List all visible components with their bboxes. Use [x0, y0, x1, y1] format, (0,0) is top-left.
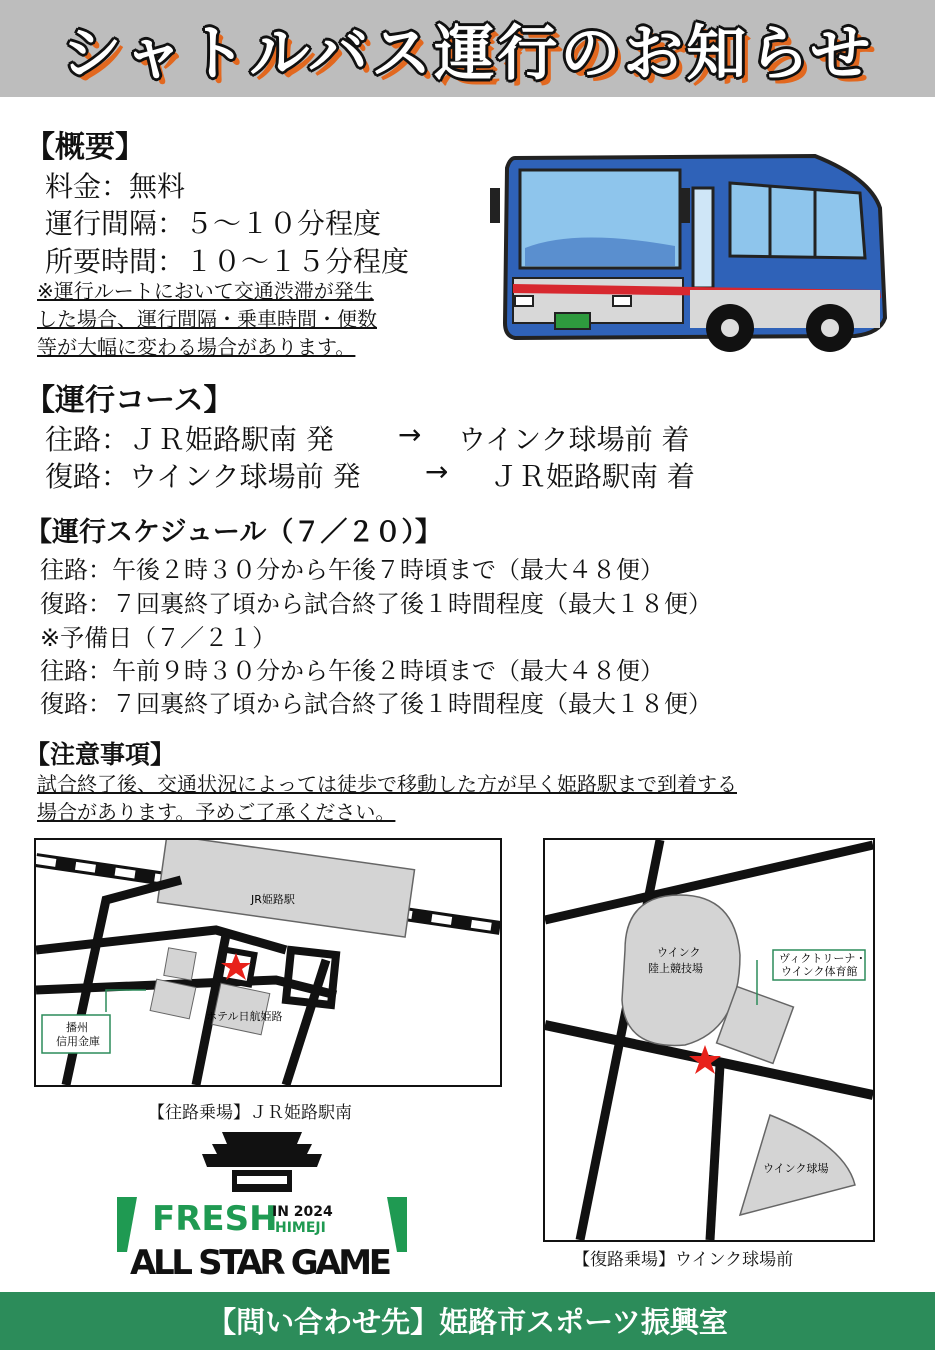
- caution-note: [37, 770, 737, 826]
- schedule-line: 復路：７回裏終了頃から試合終了後１時間程度（最大１８便）: [40, 690, 712, 718]
- course-heading: 【運行コース】: [25, 383, 234, 418]
- all-star-game-logo: [112, 1122, 412, 1282]
- return-route-origin: 復路：ウインク球場前 発: [45, 460, 361, 493]
- return-stop-map: [543, 838, 875, 1242]
- schedule-line: 復路：７回裏終了頃から試合終了後１時間程度（最大１８便）: [40, 590, 712, 618]
- logo-fresh: FRESH: [152, 1199, 278, 1239]
- return-map-caption: 【復路乗場】ウインク球場前: [573, 1250, 794, 1270]
- outbound-stop-map: [34, 838, 502, 1087]
- station-label: JR姫路駅: [251, 893, 295, 906]
- caution-heading: 【注意事項】: [25, 740, 176, 769]
- overview-heading: 【概要】: [25, 130, 145, 165]
- schedule-heading: 【運行スケジュール（７／２０）】: [25, 517, 442, 548]
- schedule-line: ※予備日（７／２１）: [40, 624, 277, 652]
- fare-text: 料金：無料: [45, 170, 186, 203]
- note-line: ※運行ルートにおいて交通渋滞が発生: [37, 279, 374, 303]
- ballpark-label: ウインク球場: [763, 1162, 829, 1175]
- logo-all-star-game: ALL STAR GAME: [130, 1243, 392, 1282]
- outbound-route-arrow: →: [398, 418, 422, 451]
- return-route-arrow: →: [425, 455, 449, 488]
- bank-label-line1: 播州: [66, 1021, 88, 1034]
- hotel-label: ホテル日航姫路: [206, 1010, 283, 1023]
- caution-line: 試合終了後、交通状況によっては徒歩で移動した方が早く姫路駅まで到着する: [37, 772, 737, 796]
- note-line: 等が大幅に変わる場合があります。: [37, 335, 356, 359]
- logo-badge-top: IN 2024: [272, 1204, 333, 1220]
- bus-illustration: [485, 148, 905, 358]
- schedule-line: 往路：午前９時３０分から午後２時頃まで（最大４８便）: [40, 657, 664, 685]
- interval-text: 運行間隔：５～１０分程度: [45, 207, 382, 240]
- duration-text: 所要時間：１０～１５分程度: [45, 245, 410, 278]
- overview-note: [37, 277, 377, 361]
- outbound-map-caption: 【往路乗場】ＪＲ姫路駅南: [148, 1103, 352, 1123]
- note-line: した場合、運行間隔・乗車時間・便数: [37, 307, 377, 331]
- page-title: シャトルバス運行のお知らせ: [61, 19, 874, 89]
- gym-label-line2: ウインク体育館: [781, 965, 858, 978]
- logo-badge-bottom: HIMEJI: [275, 1220, 326, 1236]
- stadium-label-line2: 陸上競技場: [648, 962, 703, 975]
- contact-footer: 【問い合わせ先】姫路市スポーツ振興室: [207, 1305, 728, 1339]
- bank-label-line2: 信用金庫: [56, 1035, 100, 1048]
- return-route-destination: ＪＲ姫路駅南 着: [490, 460, 695, 493]
- gym-label-line1: ヴィクトリーナ・: [779, 952, 867, 965]
- schedule-line: 往路：午後２時３０分から午後７時頃まで（最大４８便）: [40, 556, 664, 584]
- outbound-route-origin: 往路：ＪＲ姫路駅南 発: [45, 423, 334, 456]
- stadium-label-line1: ウインク: [657, 946, 701, 959]
- outbound-route-destination: ウインク球場前 着: [458, 423, 690, 456]
- caution-line: 場合があります。予めご了承ください。: [37, 800, 396, 824]
